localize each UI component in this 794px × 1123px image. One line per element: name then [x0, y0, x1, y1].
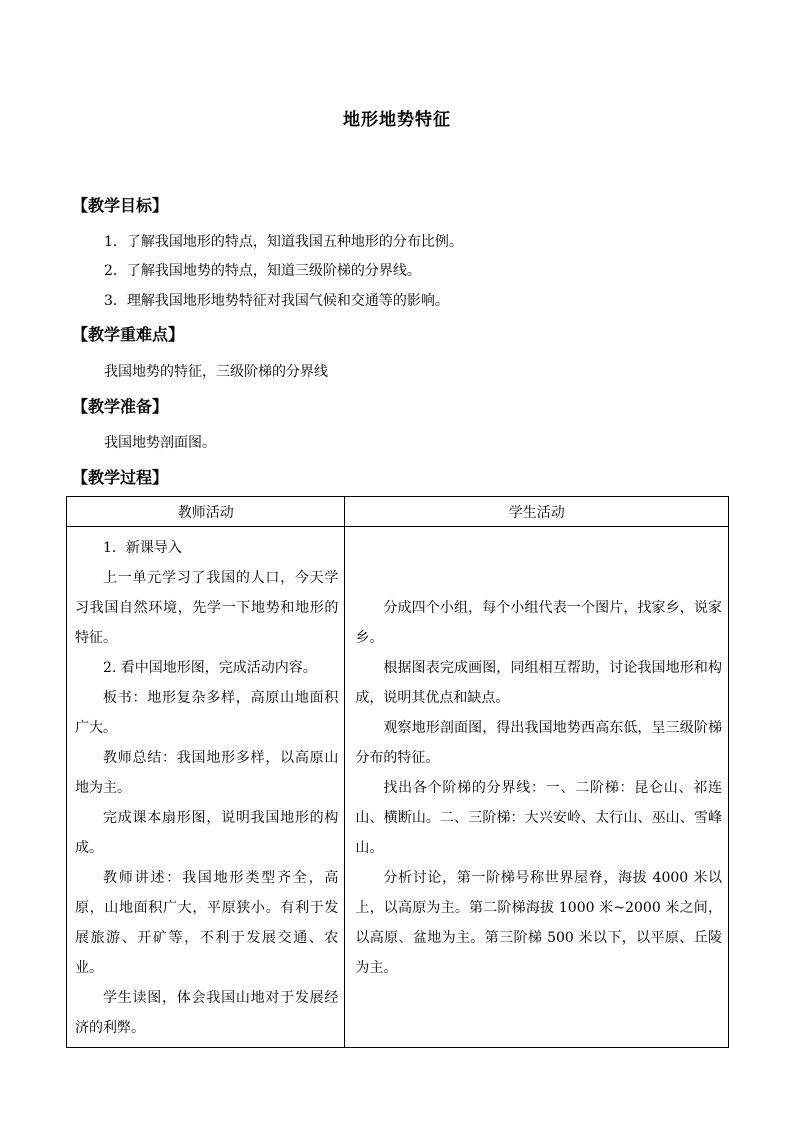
header-teacher: 教师活动	[67, 497, 345, 527]
teacher-paragraph: 学生读图，体会我国山地对于发展经济的利弊。	[75, 990, 339, 1036]
student-paragraph: 根据图表完成画图，同组相互帮助，讨论我国地形和构成，说明其优点和缺点。	[355, 660, 722, 706]
section-heading-process: 【教学过程】	[72, 468, 169, 487]
section-heading-key-points: 【教学重难点】	[72, 325, 185, 344]
goal-item-1: 1．了解我国地形的特点，知道我国五种地形的分布比例。	[104, 234, 463, 250]
header-student: 学生活动	[345, 497, 729, 527]
key-points-text: 我国地势的特征，三级阶梯的分界线	[104, 364, 328, 380]
teacher-paragraph: 1．新课导入	[103, 540, 182, 556]
section-heading-goals: 【教学目标】	[72, 196, 169, 215]
teacher-paragraph: 教师总结：我国地形多样，以高原山地为主。	[75, 750, 339, 796]
teacher-paragraph: 教师讲述：我国地形类型齐全，高原，山地面积广大，平原狭小。有利于发展旅游、开矿等，不利于发展交通、农业。	[75, 870, 339, 976]
goal-item-2: 2．了解我国地势的特点，知道三级阶梯的分界线。	[104, 263, 421, 279]
process-table	[66, 496, 729, 1048]
student-activity-cell	[345, 527, 729, 1048]
student-paragraph: 分析讨论，第一阶梯号称世界屋脊，海拔 4000 米以上，以高原为主。第二阶梯海拔 1000 米~2000 米之间，以高原、盆地为主。第三阶梯 500 米以下，以平原、丘陵为主。	[355, 870, 722, 976]
teacher-paragraph: 上一单元学习了我国的人口，今天学习我国自然环境，先学一下地势和地形的特征。	[75, 570, 339, 646]
table-header-row	[67, 497, 729, 527]
teacher-paragraph: 2. 看中国地形图，完成活动内容。	[103, 660, 317, 676]
student-paragraph: 分成四个小组，每个小组代表一个图片，找家乡，说家乡。	[355, 600, 722, 646]
teacher-paragraph: 完成课本扇形图，说明我国地形的构成。	[75, 810, 339, 856]
teacher-activity-cell	[67, 527, 345, 1048]
student-paragraph: 找出各个阶梯的分界线：一、二阶梯：昆仑山、祁连山、横断山。二、三阶梯：大兴安岭、太行山、巫山、雪峰山。	[355, 780, 722, 856]
table-row	[67, 527, 729, 1048]
preparation-text: 我国地势剖面图。	[104, 435, 216, 451]
section-heading-preparation: 【教学准备】	[72, 397, 169, 416]
goal-item-3: 3．理解我国地形地势特征对我国气候和交通等的影响。	[104, 293, 449, 309]
page-title: 地形地势特征	[343, 110, 451, 130]
teacher-paragraph: 板书：地形复杂多样，高原山地面积广大。	[75, 690, 339, 736]
student-paragraph: 观察地形剖面图，得出我国地势西高东低，呈三级阶梯分布的特征。	[355, 720, 722, 766]
